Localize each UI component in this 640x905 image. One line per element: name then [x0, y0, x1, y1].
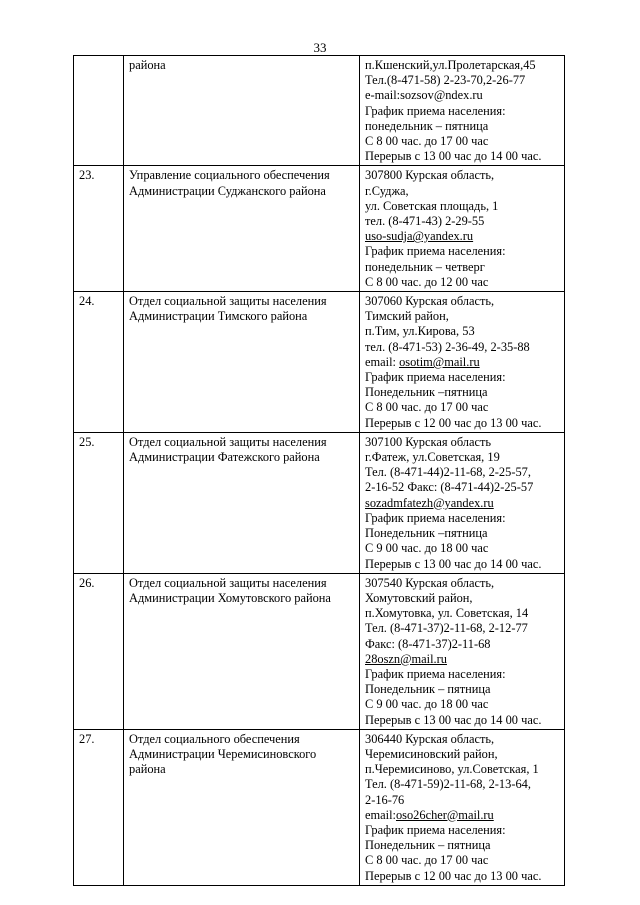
contact-text: Хомутовский район,	[365, 590, 473, 605]
contact-line	[365, 869, 560, 884]
contact-line	[365, 168, 560, 183]
email-link[interactable]: uso-sudja@yandex.ru	[365, 229, 474, 244]
contact-text: 306440 Курская область,	[365, 731, 495, 746]
contact-text: г.Суджа,	[365, 183, 409, 198]
table-row	[74, 292, 565, 433]
contact-text: С 9 00 час. до 18 00 час	[365, 541, 489, 556]
email-link[interactable]: oso26cher@mail.ru	[395, 807, 494, 822]
organization-name	[124, 292, 360, 433]
contact-line	[365, 732, 560, 747]
contact-line	[365, 511, 560, 526]
contact-text: e-mail:sozsov@ndex.ru	[365, 88, 483, 103]
organization-name-text: Отдел социальной защиты населения Администрации Тимского района	[129, 294, 327, 324]
contact-line	[365, 58, 560, 73]
contact-line	[365, 652, 560, 667]
contact-line	[365, 119, 560, 134]
contact-line	[365, 853, 560, 868]
contact-text: С 8 00 час. до 12 00 час	[365, 274, 489, 289]
email-link[interactable]: 28oszn@mail.ru	[365, 651, 447, 666]
organization-name	[124, 56, 360, 166]
contact-text: График приема населения:	[365, 103, 506, 118]
contact-line	[365, 838, 560, 853]
contact-text: тел. (8-471-53) 2-36-49, 2-35-88	[365, 339, 530, 354]
contact-text: п.Кшенский,ул.Пролетарская,45	[365, 58, 536, 72]
contact-text: понедельник – пятница	[365, 118, 489, 133]
contact-text: п.Тим, ул.Кирова, 53	[365, 324, 475, 339]
contact-text: тел. (8-471-43) 2-29-55	[365, 214, 485, 229]
contact-line	[365, 713, 560, 728]
contact-text: Перерыв с 13 00 час до 14 00 час.	[365, 556, 542, 571]
contact-text: С 8 00 час. до 17 00 час	[365, 853, 489, 868]
contact-text: Тел.(8-471-58) 2-23-70,2-26-77	[365, 73, 526, 88]
contact-info	[360, 166, 565, 292]
page-number: 33	[313, 40, 327, 55]
contact-text: Тел. (8-471-44)2-11-68, 2-25-57,	[365, 465, 531, 480]
contact-text: Перерыв с 12 00 час до 13 00 час.	[365, 868, 542, 883]
contact-line	[365, 576, 560, 591]
contact-text: понедельник – четверг	[365, 259, 485, 274]
contact-line	[365, 88, 560, 103]
contact-text: 307100 Курская область	[365, 434, 492, 449]
contact-line	[365, 294, 560, 309]
contact-line	[365, 400, 560, 415]
contact-text: Тел. (8-471-37)2-11-68, 2-12-77	[365, 621, 528, 636]
contact-info	[360, 729, 565, 885]
contact-line	[365, 480, 560, 495]
contact-text: График приема населения:	[365, 370, 506, 385]
organization-name-text: Отдел социальной защиты населения Администрации Фатежского района	[129, 434, 327, 465]
email-link[interactable]: sozadmfatezh@yandex.ru	[365, 495, 494, 510]
contact-info	[360, 573, 565, 729]
contact-text: г.Фатеж, ул.Советская, 19	[365, 450, 500, 465]
contact-text: Перерыв с 13 00 час до 14 00 час.	[365, 149, 542, 164]
contact-text: Тимский район,	[365, 309, 449, 324]
contact-line	[365, 667, 560, 682]
contact-text: График приема населения:	[365, 510, 506, 525]
organization-name	[124, 573, 360, 729]
row-number: 24.	[74, 292, 124, 433]
contact-line	[365, 260, 560, 275]
contact-line	[365, 214, 560, 229]
contact-text: Понедельник –пятница	[365, 385, 488, 400]
contact-line	[365, 370, 560, 385]
contact-line	[365, 591, 560, 606]
contact-info	[360, 56, 565, 166]
row-number	[74, 56, 124, 166]
contact-line	[365, 244, 560, 259]
contact-line	[365, 606, 560, 621]
contact-line	[365, 557, 560, 572]
contact-line	[365, 184, 560, 199]
contact-info	[360, 432, 565, 573]
contact-text: Черемисиновский район,	[365, 746, 498, 761]
organization-name	[124, 166, 360, 292]
organization-name-text: Управление социального обеспечения Администрации Суджанского района	[129, 168, 330, 198]
contact-text: График приема населения:	[365, 666, 506, 681]
contact-line	[365, 309, 560, 324]
contact-line	[365, 275, 560, 290]
contacts-table	[73, 55, 565, 886]
row-number: 26.	[74, 573, 124, 729]
contact-line	[365, 385, 560, 400]
contact-text: 307540 Курская область,	[365, 575, 495, 590]
contact-text: График приема населения:	[365, 244, 506, 259]
contact-line	[365, 762, 560, 777]
contact-text: п.Хомутовка, ул. Советская, 14	[365, 606, 529, 621]
organization-name	[124, 432, 360, 573]
contact-text: С 9 00 час. до 18 00 час	[365, 697, 489, 712]
contact-text: Факс: (8-471-37)2-11-68	[365, 636, 491, 651]
table-row	[74, 729, 565, 885]
table-row	[74, 573, 565, 729]
table-row	[74, 166, 565, 292]
organization-name-text: Отдел социальной защиты населения Администрации Хомутовского района	[129, 575, 331, 605]
contact-line	[365, 496, 560, 511]
contact-line	[365, 621, 560, 636]
row-number: 25.	[74, 432, 124, 573]
contact-text: 307800 Курская область,	[365, 168, 495, 183]
contact-line	[365, 199, 560, 214]
contact-line	[365, 526, 560, 541]
contact-line	[365, 149, 560, 164]
contact-line	[365, 355, 560, 370]
contact-line	[365, 808, 560, 823]
contact-line	[365, 465, 560, 480]
organization-name	[124, 729, 360, 885]
contact-line	[365, 229, 560, 244]
table-row	[74, 432, 565, 573]
contact-line	[365, 324, 560, 339]
contact-text: Понедельник – пятница	[365, 838, 491, 853]
row-number: 23.	[74, 166, 124, 292]
contact-line	[365, 435, 560, 450]
contact-text: Перерыв с 13 00 час до 14 00 час.	[365, 712, 542, 727]
contact-text: Тел. (8-471-59)2-11-68, 2-13-64,	[365, 777, 531, 792]
contact-line	[365, 823, 560, 838]
contact-text: 2-16-52 Факс: (8-471-44)2-25-57	[365, 480, 534, 495]
table-row	[74, 56, 565, 166]
email-link[interactable]: osotim@mail.ru	[399, 354, 480, 369]
organization-name-text: района	[129, 58, 166, 72]
contact-text: С 8 00 час. до 17 00 час	[365, 400, 489, 415]
contact-line	[365, 134, 560, 149]
contact-text: 2-16-76	[365, 792, 405, 807]
contact-info	[360, 292, 565, 433]
contact-label: email:	[365, 354, 400, 369]
contacts-table-body	[74, 56, 565, 886]
contact-line	[365, 73, 560, 88]
contact-text: Понедельник – пятница	[365, 682, 491, 697]
contact-line	[365, 541, 560, 556]
contact-text: С 8 00 час. до 17 00 час	[365, 134, 489, 149]
contact-line	[365, 747, 560, 762]
contact-line	[365, 104, 560, 119]
contact-label: email:	[365, 807, 396, 822]
contact-line	[365, 450, 560, 465]
contact-text: Перерыв с 12 00 час до 13 00 час.	[365, 415, 542, 430]
contact-line	[365, 637, 560, 652]
contact-text: 307060 Курская область,	[365, 294, 495, 309]
contact-line	[365, 416, 560, 431]
row-number: 27.	[74, 729, 124, 885]
organization-name-text: Отдел социального обеспечения Администрации Черемисиновского района	[129, 731, 317, 777]
contact-text: График приема населения:	[365, 822, 506, 837]
contact-line	[365, 697, 560, 712]
contact-line	[365, 777, 560, 792]
contact-line	[365, 793, 560, 808]
contact-text: ул. Советская площадь, 1	[365, 198, 499, 213]
contact-text: Понедельник –пятница	[365, 526, 488, 541]
contact-line	[365, 682, 560, 697]
contact-line	[365, 340, 560, 355]
contact-text: п.Черемисиново, ул.Советская, 1	[365, 762, 539, 777]
